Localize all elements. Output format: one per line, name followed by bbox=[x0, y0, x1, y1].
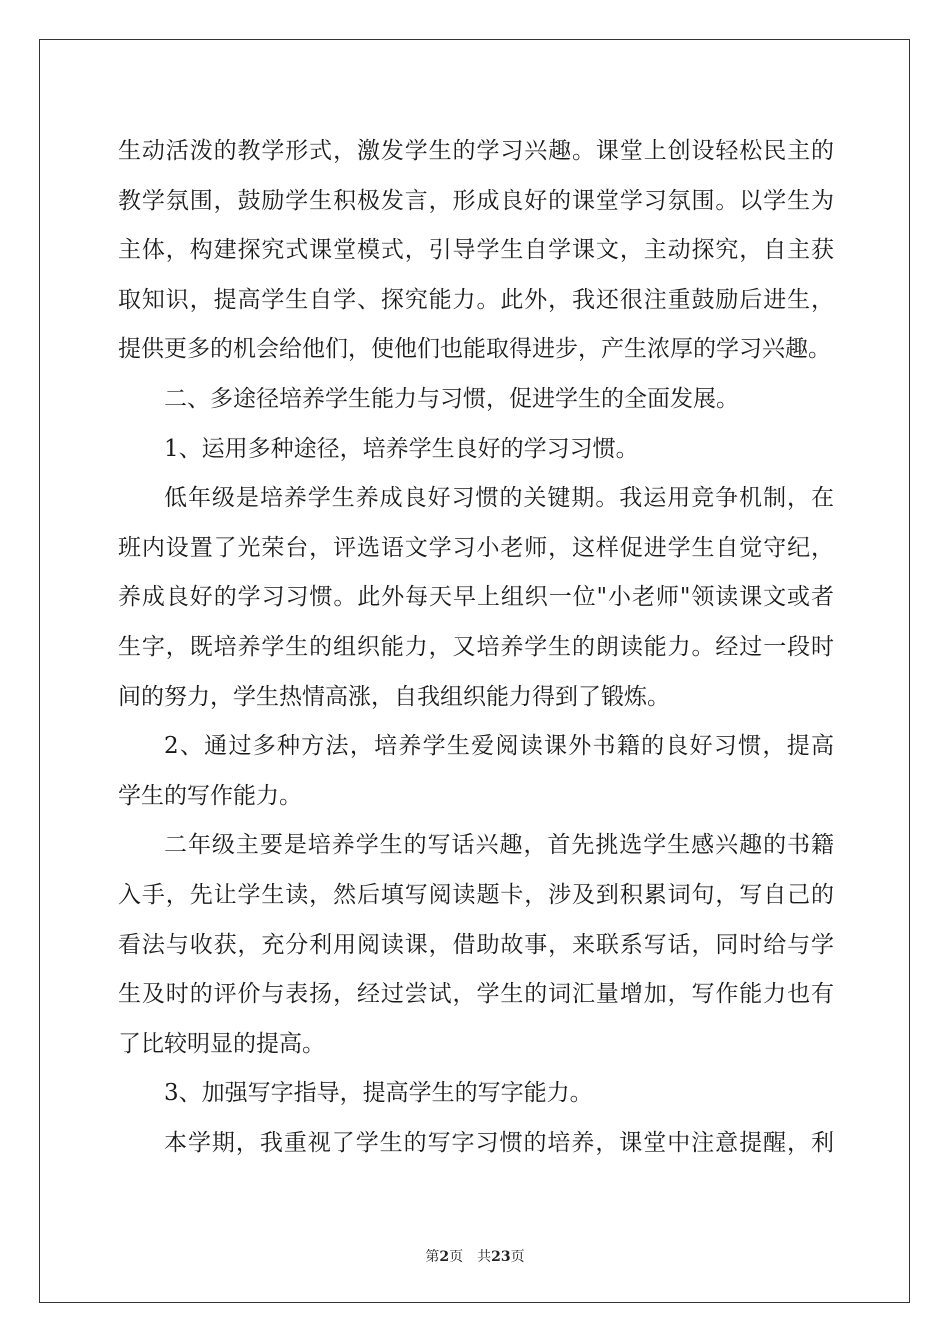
text-line: 养成良好的学习习惯。此外每天早上组织一位"小老师"领读课文或者 bbox=[118, 584, 834, 611]
text-line: 1、运用多种途径，培养学生良好的学习习惯。 bbox=[164, 435, 639, 462]
text-line: 2、通过多种方法，培养学生爱阅读课外书籍的良好习惯，提高 bbox=[164, 733, 834, 760]
document-body bbox=[118, 127, 834, 1168]
text-line: 间的努力，学生热情高涨，自我组织能力得到了锻炼。 bbox=[118, 683, 670, 710]
text-line: 教学氛围，鼓励学生积极发言，形成良好的课堂学习氛围。以学生为 bbox=[118, 187, 834, 214]
text-line: 生动活泼的教学形式，激发学生的学习兴趣。课堂上创设轻松民主的 bbox=[118, 138, 834, 164]
text-line: 二年级主要是培养学生的写话兴趣，首先挑选学生感兴趣的书籍 bbox=[164, 832, 834, 859]
text-line: 生字，既培养学生的组织能力，又培养学生的朗读能力。经过一段时 bbox=[118, 633, 834, 660]
page-number: 2 bbox=[439, 1249, 450, 1265]
text-line: 低年级是培养学生养成良好习惯的关键期。我运用竞争机制，在 bbox=[164, 485, 834, 512]
total-suffix: 页 bbox=[510, 1249, 525, 1265]
text-line: 看法与收获，充分利用阅读课，借助故事，来联系写话，同时给与学 bbox=[118, 931, 834, 958]
text-line: 主体，构建探究式课堂模式，引导学生自学课文，主动探究，自主获 bbox=[118, 237, 834, 264]
text-line: 学生的写作能力。 bbox=[118, 782, 302, 809]
text-line: 3、加强写字指导，提高学生的写字能力。 bbox=[164, 1080, 593, 1107]
text-line: 提供更多的机会给他们，使他们也能取得进步，产生浓厚的学习兴趣。 bbox=[118, 336, 831, 363]
total-prefix: 共 bbox=[477, 1249, 492, 1265]
total-pages: 23 bbox=[491, 1249, 511, 1265]
text-line: 取知识，提高学生自学、探究能力。此外，我还很注重鼓励后进生， bbox=[118, 286, 834, 313]
text-line: 二、多途径培养学生能力与习惯，促进学生的全面发展。 bbox=[164, 385, 739, 412]
page-footer bbox=[0, 1246, 950, 1266]
text-line: 本学期，我重视了学生的写字习惯的培养，课堂中注意提醒，利 bbox=[164, 1129, 834, 1156]
page-prefix: 第 bbox=[425, 1249, 440, 1265]
text-line: 入手，先让学生读，然后填写阅读题卡，涉及到积累词句，写自己的 bbox=[118, 881, 834, 908]
page-suffix: 页 bbox=[449, 1249, 464, 1265]
text-line: 了比较明显的提高。 bbox=[118, 1030, 325, 1057]
text-line: 班内设置了光荣台，评选语文学习小老师，这样促进学生自觉守纪， bbox=[118, 534, 834, 561]
text-line: 生及时的评价与表扬，经过尝试，学生的词汇量增加，写作能力也有 bbox=[118, 981, 834, 1008]
